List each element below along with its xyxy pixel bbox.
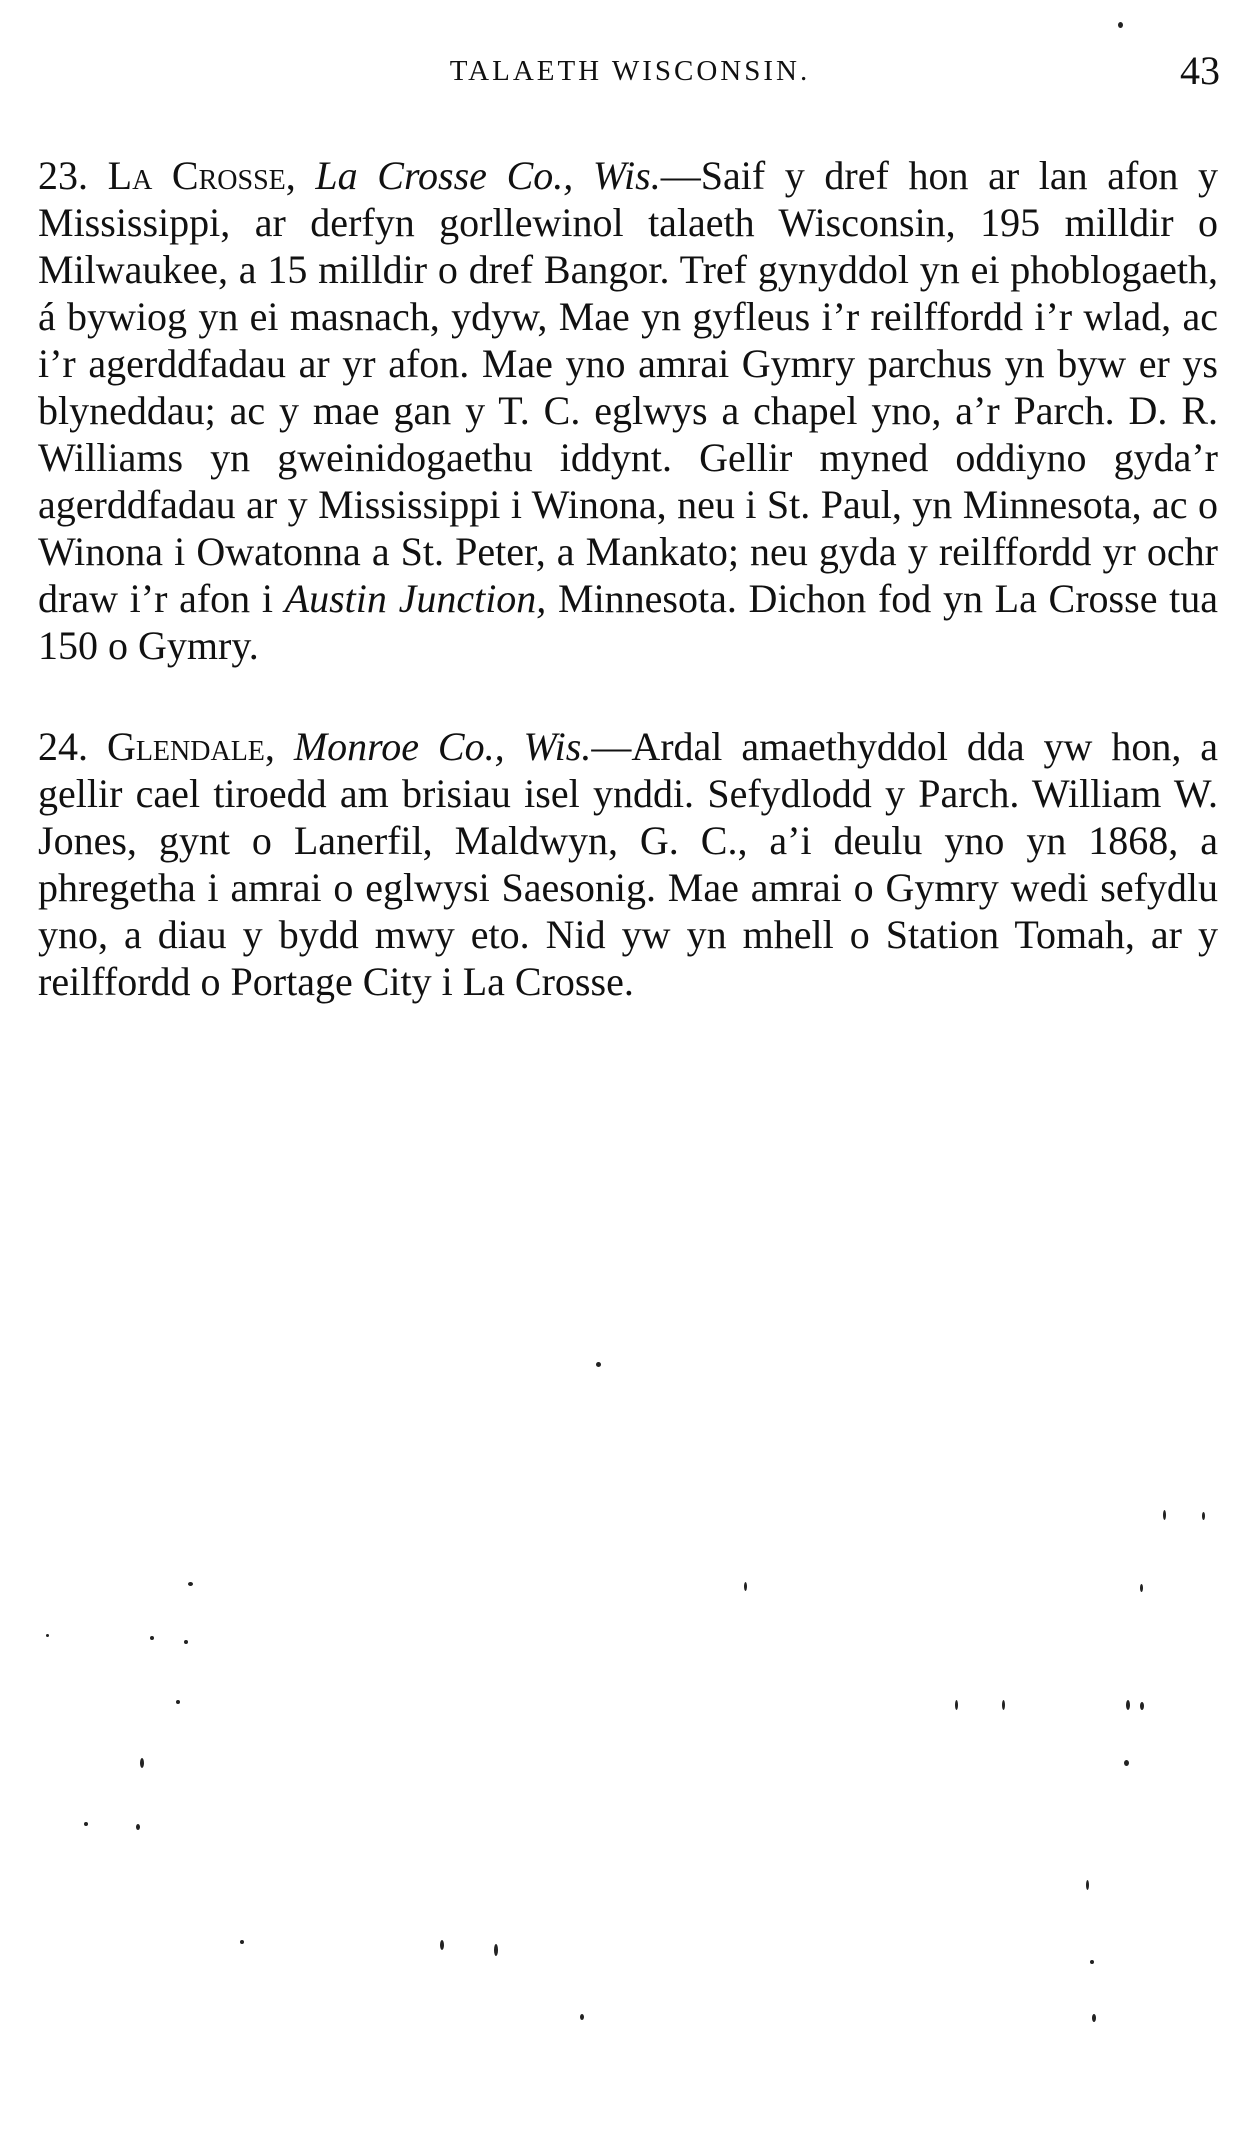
speck (1202, 1512, 1205, 1520)
speck (1140, 1702, 1144, 1710)
entry-glendale (38, 723, 1218, 1005)
body-text (38, 152, 1218, 1005)
entry-county: Monroe Co., Wis. (293, 724, 592, 769)
speck (1118, 22, 1123, 28)
speck (176, 1700, 180, 1704)
entry-italic-place: Austin Junction, (284, 576, 547, 621)
page-number: 43 (1180, 48, 1220, 93)
speck (240, 1940, 244, 1944)
speck (580, 2014, 584, 2020)
speck (1090, 1960, 1094, 1964)
entry-text-end: Minnesota. Dichon fod yn La Crosse tua 150 o Gymry. (38, 576, 1218, 668)
speck (84, 1822, 88, 1826)
running-title: TALAETH WISCONSIN. (449, 55, 811, 87)
speck (440, 1940, 444, 1950)
entry-separator: , (285, 153, 316, 198)
speck (46, 1634, 49, 1637)
speck (188, 1582, 193, 1586)
entry-county: La Crosse Co., Wis. (315, 153, 661, 198)
speck (140, 1758, 144, 1768)
running-head (40, 46, 1220, 96)
speck (1086, 1880, 1089, 1890)
speck (1163, 1510, 1166, 1520)
speck (184, 1640, 188, 1644)
entry-separator: , (264, 724, 294, 769)
entry-text: —Saif y dref hon ar lan afon y Mississippi, ar derfyn gorllewinol talaeth Wisconsin, 195 milldir o Milwaukee, a 15 milldir o dref Bangor. Tref gynyddol yn ei phoblogaeth, á bywiog yn ei masnach, ydyw, Mae yn gyfleus i’r reilffordd i’r wlad, ac i’r agerddfadau ar yr afon. Mae yno amrai Gymry parchus yn byw er ys blyneddau; ac y mae gan y T. C. eglwys a chapel yno, a’r Parch. D. R. Williams yn gweinidogaethu iddynt. Gellir myned oddiyno gyda’r agerddfadau ar y Mississippi i Winona, neu i St. Paul, yn Minnesota, ac o Winona i Owatonna a St. Peter, a Mankato; neu gyda y reilffordd yr ochr draw i’r afon i (38, 153, 1219, 621)
speck (1092, 2014, 1096, 2022)
speck (1124, 1760, 1129, 1766)
speck (1140, 1584, 1143, 1592)
speck (955, 1700, 958, 1710)
speck (596, 1362, 601, 1367)
entry-place: La Crosse (107, 153, 286, 198)
entry-text: —Ardal amaethyddol dda yw hon, a gellir cael tiroedd am brisiau isel ynddi. Sefydlodd y Parch. William W. Jones, gynt o Lanerfil, Maldwyn, G. C., a’i deulu yno yn 1868, a phregetha i amrai o eglwysi Saesonig. Mae amrai o Gymry wedi sefydlu yno, a diau y bydd mwy eto. Nid yw yn mhell o Station Tomah, ar y reilffordd o Portage City i La Crosse. (38, 724, 1219, 1004)
speck (494, 1944, 498, 1956)
speck (150, 1636, 154, 1640)
entry-la-crosse (38, 152, 1218, 669)
entry-number: 24. (38, 724, 88, 769)
speck (744, 1582, 747, 1591)
entry-place: Glendale (106, 724, 265, 769)
speck (1002, 1700, 1005, 1710)
speck (1126, 1700, 1130, 1710)
speck (136, 1824, 140, 1830)
entry-number: 23. (38, 153, 88, 198)
